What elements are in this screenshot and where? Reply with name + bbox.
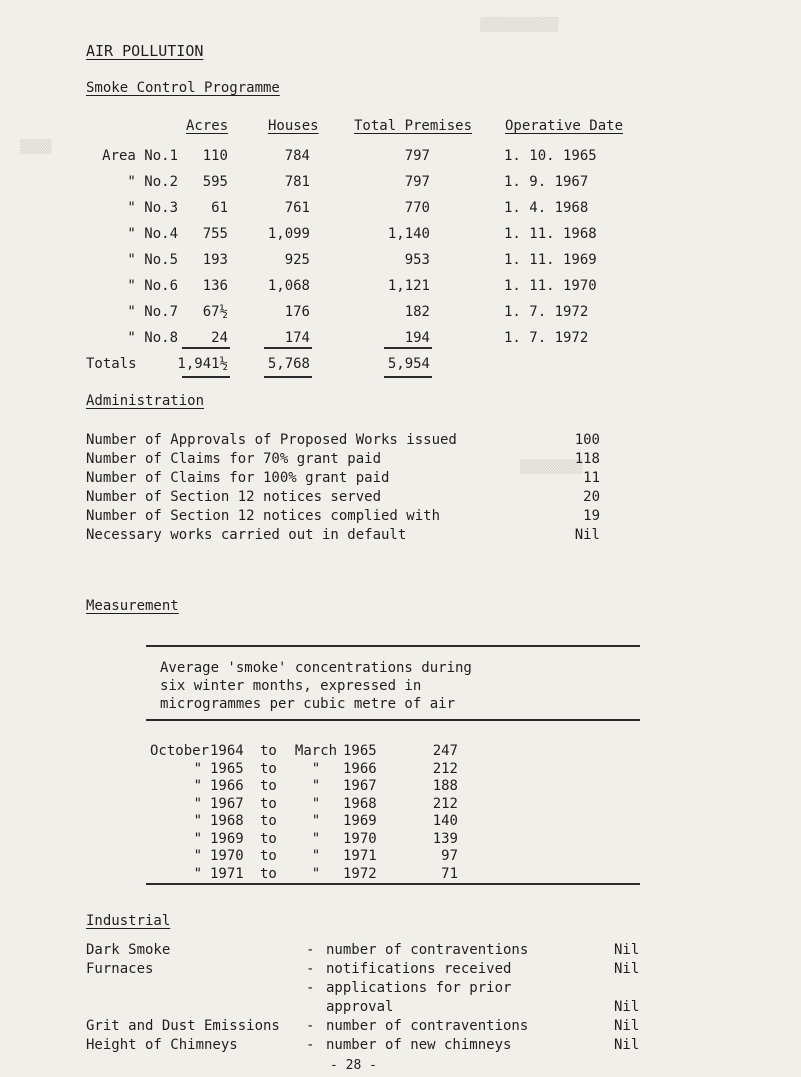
separator-dash: - [306, 961, 315, 977]
industrial-value: Nil [614, 942, 640, 958]
start-year: 1971 [210, 865, 244, 882]
to-word: to [260, 865, 277, 882]
end-month: " [311, 848, 321, 864]
concentration-value: 97 [441, 848, 458, 864]
separator-dash: - [306, 1037, 315, 1053]
industrial-value: Nil [614, 999, 640, 1015]
column-header-acres: Acres [186, 118, 229, 134]
separator-dash: - [306, 980, 315, 996]
bleed-through-text: ▒▒▒▒▒▒▒▒▒▒ [480, 18, 559, 33]
industrial-subject: Grit and Dust Emissions [86, 1018, 280, 1034]
bleed-through-text: ▒▒▒▒ [20, 140, 52, 155]
area-label: " No.4 [127, 226, 178, 242]
area-label: " No.7 [127, 304, 178, 320]
bleed-through-text: ▒▒▒▒▒▒▒▒ [520, 460, 583, 475]
to-word: to [260, 778, 277, 794]
houses-cell: 1,099 [267, 226, 310, 242]
houses-cell: 761 [284, 200, 310, 216]
column-header-total-premises: Total Premises [354, 118, 473, 134]
start-year: 1965 [210, 760, 244, 777]
industrial-description: number of contraventions [326, 1018, 529, 1034]
end-year: 1972 [343, 865, 377, 882]
admin-item-value: 118 [574, 451, 600, 467]
admin-item-label: Number of Section 12 notices served [86, 489, 382, 505]
houses-cell: 1,068 [267, 278, 310, 294]
to-word: to [260, 848, 277, 864]
column-header-operative-date: Operative Date [505, 118, 624, 134]
totals-premises: 5,954 [387, 356, 430, 372]
industrial-value: Nil [614, 1018, 640, 1034]
acres-cell: 193 [202, 252, 228, 268]
houses-cell: 925 [284, 252, 310, 268]
acres-cell: 110 [202, 148, 228, 164]
start-year: 1970 [210, 848, 244, 864]
sum-rule [384, 347, 432, 349]
concentration-value: 139 [432, 830, 458, 847]
end-month: " [311, 778, 321, 794]
premises-cell: 182 [404, 304, 430, 320]
sum-rule [264, 347, 312, 349]
industrial-description: number of contraventions [326, 942, 529, 958]
acres-cell: 136 [202, 278, 228, 294]
start-month: " [193, 795, 202, 812]
industrial-subject: Furnaces [86, 961, 154, 977]
houses-cell: 176 [284, 304, 310, 320]
concentration-value: 71 [441, 865, 458, 882]
area-label: " No.2 [127, 174, 178, 190]
column-header-houses: Houses [268, 118, 319, 134]
start-month: " [193, 778, 202, 794]
totals-acres: 1,941½ [177, 356, 228, 372]
caption-top-rule [146, 645, 640, 647]
industrial-description: approval [326, 999, 394, 1015]
acres-cell: 24 [211, 330, 228, 346]
premises-cell: 1,121 [387, 278, 430, 294]
industrial-description: applications for prior [326, 980, 512, 996]
acres-cell: 595 [202, 174, 228, 190]
separator-dash: - [306, 942, 315, 958]
area-label: " No.5 [127, 252, 178, 268]
section-heading-administration: Administration [86, 393, 205, 409]
concentration-value: 212 [432, 760, 458, 777]
admin-item-value: 100 [574, 432, 600, 448]
end-month: " [311, 813, 321, 829]
start-month: " [193, 830, 202, 847]
admin-item-value: 11 [583, 470, 600, 486]
to-word: to [260, 830, 277, 847]
operative-date-cell: 1. 4. 1968 [504, 200, 589, 216]
operative-date-cell: 1. 11. 1969 [504, 252, 597, 268]
premises-cell: 1,140 [387, 226, 430, 242]
concentration-value: 140 [432, 813, 458, 829]
acres-cell: 755 [202, 226, 228, 242]
end-month: " [311, 760, 321, 777]
separator-dash: - [306, 1018, 315, 1034]
industrial-subject: Dark Smoke [86, 942, 171, 958]
start-year: 1966 [210, 778, 244, 794]
premises-cell: 770 [404, 200, 430, 216]
area-label: " No.3 [127, 200, 178, 216]
admin-item-label: Necessary works carried out in default [86, 527, 407, 543]
operative-date-cell: 1. 10. 1965 [504, 148, 597, 164]
operative-date-cell: 1. 11. 1970 [504, 278, 597, 294]
operative-date-cell: 1. 9. 1967 [504, 174, 589, 190]
end-year: 1967 [343, 778, 377, 794]
admin-item-value: 19 [583, 508, 600, 524]
to-word: to [260, 760, 277, 777]
end-month: March [294, 743, 338, 759]
operative-date-cell: 1. 7. 1972 [504, 304, 589, 320]
end-year: 1968 [343, 795, 377, 812]
measurement-caption-line-2: six winter months, expressed in [160, 678, 422, 694]
start-month: October [150, 743, 210, 759]
to-word: to [260, 795, 277, 812]
end-year: 1971 [343, 848, 377, 864]
end-year: 1966 [343, 760, 377, 777]
to-word: to [260, 813, 277, 829]
totals-label: Totals [86, 356, 137, 372]
start-month: " [193, 865, 202, 882]
start-month: " [193, 848, 202, 864]
houses-cell: 781 [284, 174, 310, 190]
end-year: 1970 [343, 830, 377, 847]
admin-item-value: Nil [574, 527, 600, 543]
start-year: 1964 [210, 743, 244, 759]
acres-cell: 67½ [202, 304, 228, 320]
total-rule [384, 376, 432, 378]
table-bottom-rule [146, 883, 640, 885]
admin-item-label: Number of Claims for 70% grant paid [86, 451, 382, 467]
end-month: " [311, 795, 321, 812]
end-month: " [311, 865, 321, 882]
section-heading-industrial: Industrial [86, 913, 171, 929]
section-heading-smoke-control: Smoke Control Programme [86, 80, 280, 96]
premises-cell: 797 [404, 148, 430, 164]
admin-item-value: 20 [583, 489, 600, 505]
admin-item-label: Number of Section 12 notices complied with [86, 508, 441, 524]
premises-cell: 194 [404, 330, 430, 346]
industrial-subject: Height of Chimneys [86, 1037, 238, 1053]
operative-date-cell: 1. 11. 1968 [504, 226, 597, 242]
admin-item-label: Number of Approvals of Proposed Works issued [86, 432, 457, 448]
page-title: AIR POLLUTION [86, 42, 204, 60]
page-number: - 28 - [330, 1058, 377, 1073]
measurement-caption-line-1: Average 'smoke' concentrations during [160, 660, 472, 676]
totals-houses: 5,768 [267, 356, 310, 372]
operative-date-cell: 1. 7. 1972 [504, 330, 589, 346]
area-label: " No.8 [127, 330, 178, 346]
measurement-caption-line-3: microgrammes per cubic metre of air [160, 696, 456, 712]
start-month: " [193, 760, 202, 777]
area-label: " No.6 [127, 278, 178, 294]
industrial-value: Nil [614, 1037, 640, 1053]
sum-rule [182, 347, 230, 349]
start-year: 1967 [210, 795, 244, 812]
section-heading-measurement: Measurement [86, 598, 179, 614]
total-rule [182, 376, 230, 378]
concentration-value: 247 [432, 743, 458, 759]
to-word: to [260, 743, 277, 759]
admin-item-label: Number of Claims for 100% grant paid [86, 470, 390, 486]
premises-cell: 797 [404, 174, 430, 190]
end-month: " [311, 830, 321, 847]
houses-cell: 174 [284, 330, 310, 346]
houses-cell: 784 [284, 148, 310, 164]
start-year: 1968 [210, 813, 244, 829]
industrial-description: notifications received [326, 961, 512, 977]
total-rule [264, 376, 312, 378]
concentration-value: 188 [432, 778, 458, 794]
industrial-value: Nil [614, 961, 640, 977]
premises-cell: 953 [404, 252, 430, 268]
concentration-value: 212 [432, 795, 458, 812]
end-year: 1969 [343, 813, 377, 829]
start-month: " [193, 813, 202, 829]
start-year: 1969 [210, 830, 244, 847]
end-year: 1965 [343, 743, 377, 759]
area-label: Area No.1 [102, 148, 178, 164]
caption-bottom-rule [146, 719, 640, 721]
industrial-description: number of new chimneys [326, 1037, 512, 1053]
acres-cell: 61 [211, 200, 228, 216]
